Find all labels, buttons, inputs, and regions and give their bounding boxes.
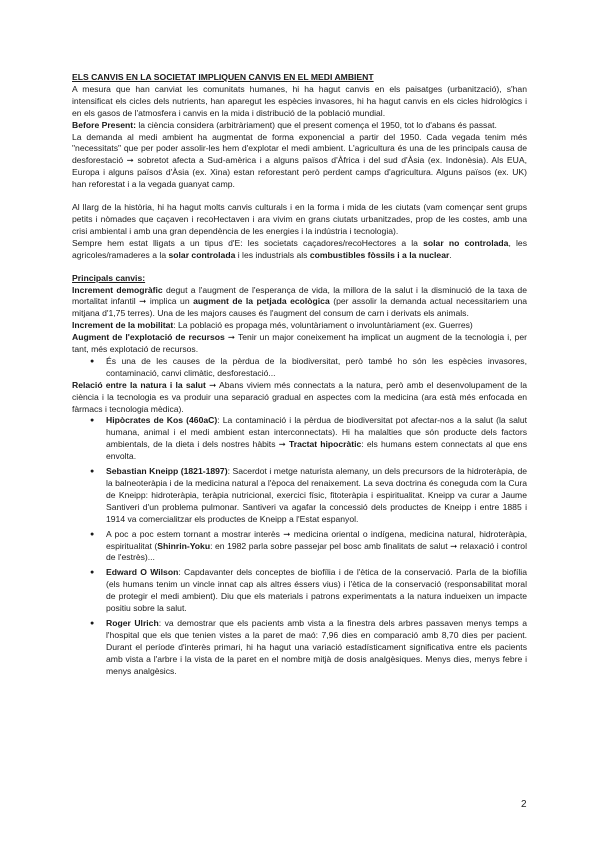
before-present-paragraph: Before Present: la ciència considera (arbitràriament) que el present comença el 1950, tot lo d'abans és passat. bbox=[72, 119, 497, 130]
history-paragraph: Al llarg de la història, hi ha hagut molts canvis culturals i en la forma i mida de les ciutats (vam començar sent grups petits i nòmades que caçaven i recoHectaven i ara vivim en grans ciutats urbanitzades, prop de les costes, amb una crisi ambiental i amb una gran dependència de les energies i la indústria i tecnologia). bbox=[72, 202, 527, 236]
intro-paragraph: A mesura que han canviat les comunitats humanes, hi ha hagut canvis en els paisatges (urbanització), s'han intensificat els cicles dels nutrients, han aparegut les espècies invasores, hi ha hagut canvis en els cicles hidrològics i en els gasos de l'atmosfera i canvis en la mida i distribució de la població mundial. bbox=[72, 83, 527, 118]
demographic-paragraph: Increment demogràfic degut a l'augment de l'esperança de vida, la millora de la salut i la disminució de la taxa de mortalitat infantil ➞ implica un augment de la petjada ecològica (per assolir la demanda actual necessitariem una mitjana d'1,75 terres). Una de les majors causes és l'augment del consum de carn i derivats els animals. bbox=[72, 284, 528, 319]
list-item: ● A poc a poc estem tornant a mostrar interès ➞ medicina oriental o indígena, medicina natural, hidroteràpia, espiritualitat (Shinrin-Yoku: en 1982 parla sobre passejar pel bosc amb finalitats de salut ➞ relaxació i control de l'estrès)... bbox=[106, 529, 527, 565]
mobility-paragraph: Increment de la mobilitat: La població es propaga més, voluntàriament o involuntàriament (ex. Guerres) bbox=[72, 320, 473, 331]
list-item: ● Edward O Wilson: Capdavanter dels conceptes de biofília i de l'ètica de la conservació. Parla de la biofília (els humans tenim un vincle innat cap als altres éssers vius) i l'ètica de la conservació (responsabilitat moral de protegir el medi ambient). Diu que els materials i patrons experimentats a la natura indueixen un impacte positiu sobre la salut. bbox=[106, 567, 527, 615]
demand-paragraph: La demanda al medi ambient ha augmentat de forma exponencial a partir del 1950. Cada vegada tenim més "necessitats" que per poder assolir-les hem d'explotar el medi ambient. L'agricultura és una de les principals causa de desforestació ➞ sobretot afecta a Sud-amèrica i a alguns països d'Àfrica i del sud d'Àsia (ex. Indonèsia). Als EUA, Europa i alguns països d'Àsia (ex. Xina) estan reforestant però perdent camps d'agricultura. Alguns països (ex. UK) han reforestat i a la vegada guanyat camp. bbox=[72, 131, 527, 190]
exploitation-paragraph: Augment de l'explotació de recursos ➞ Tenir un major coneixement ha implicat un augment de la tecnologia i, per tant, més explotació de recursos. bbox=[72, 332, 527, 355]
nature-health-paragraph: Relació entre la natura i la salut ➞ Abans viviem més connectats a la natura, però amb el desenvolupament de la ciència i la tecnologia es va produir una separació gradual en aspectes com la medicina (ara està més enfocada en fàrmacs i tecnologia mèdica). bbox=[72, 379, 527, 414]
page-heading: ELS CANVIS EN LA SOCIETAT IMPLIQUEN CANVIS EN EL MEDI AMBIENT bbox=[72, 72, 374, 82]
document-page bbox=[72, 72, 527, 681]
page-number: 2 bbox=[521, 799, 527, 810]
before-present-term: Before Present: bbox=[72, 119, 136, 130]
list-item: ● Hipòcrates de Kos (460aC): La contaminació i la pèrdua de biodiversitat pot afectar-nos a la salut (la salut humana, animal i el medi ambient estan interconnectats). Hi ha malalties que són producte dels factors ambientals, de la dieta i dels nostres hàbits ➞ Tractat hipocràtic: els humans estem connectats al que ens envolta. bbox=[106, 415, 527, 463]
energy-paragraph: Sempre hem estat lligats a un tipus d'E: les societats caçadores/recoHectores a la solar no controlada, les agricoles/ramaderes a la solar controlada i les industrials als combustibles fòssils i a la nuclear. bbox=[72, 237, 527, 260]
list-item: ● Sebastian Kneipp (1821-1897): Sacerdot i metge naturista alemany, un dels precursors de la hidroteràpia, de la balneoteràpia i de la medicina natural a l'època del renaixement. La seva doctrina és coneguda com la Cura de Kneipp: hidroteràpia, teràpia nutricional, exercici físic, fitoteràpia i espiritualitat. Kneipp va curar a Jaume Santiveri d'un problema pulmonar. Santiveri va agafar la concessió dels productes de Kneipp i entre 1885 i 1914 va comercialitzar els productes de Kneipp a l'Estat espanyol. bbox=[106, 466, 527, 526]
principals-heading: Principals canvis: bbox=[72, 272, 146, 283]
list-item: ● És una de les causes de la pèrdua de la biodiversitat, però també ho són les espècies invasores, contaminació, canvi climàtic, desforestació... bbox=[106, 356, 527, 380]
list-item: ● Roger Ulrich: va demostrar que els pacients amb vista a la finestra dels arbres passaven menys temps a l'hospital que els que tenien vistes a la paret de maó: 7,96 dies en comparació amb 8,70 dies per pacient. Durant el període d'interès primari, hi ha hagut una variació estadísticament significativa entre els pacients amb vista a l'arbre i la vista de la paret en el nombre mitjà de dosis analgèsiques. Menys dies, menys febre i menys analgèsics. bbox=[106, 618, 527, 678]
